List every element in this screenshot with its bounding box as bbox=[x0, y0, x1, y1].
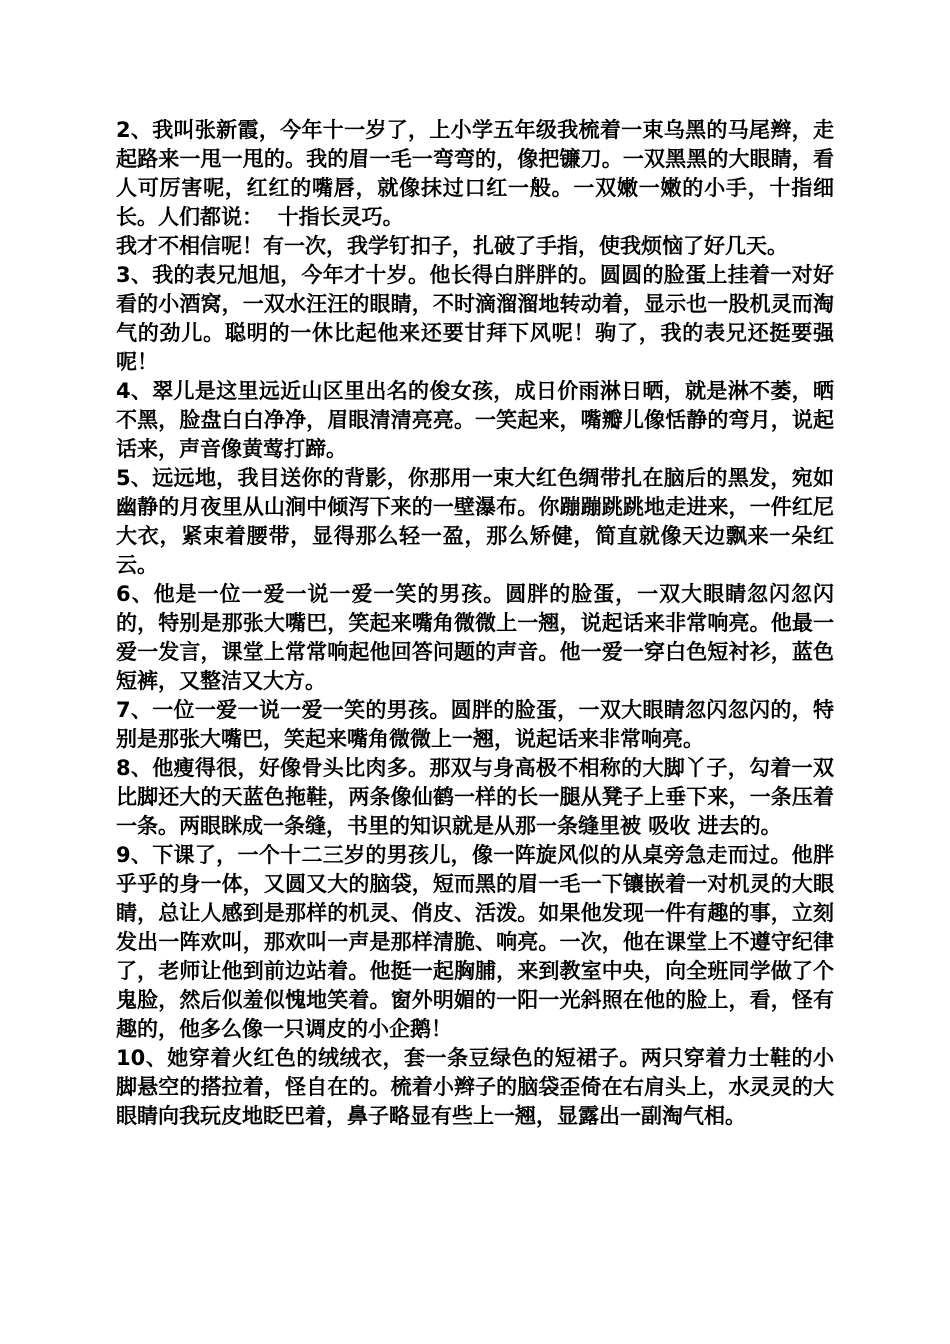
paragraph-10: 10、她穿着火红色的绒绒衣，套一条豆绿色的短裙子。两只穿着力士鞋的小脚悬空的搭拉着，怪自在的。梳着小辫子的脑袋歪倚在右肩头上，水灵灵的大眼睛向我玩皮地眨巴着，鼻子略显有些上一翘，显露出一副淘气相。 bbox=[116, 1046, 834, 1128]
paragraph-4: 4、翠儿是这里远近山区里出名的俊女孩，成日价雨淋日晒，就是淋不萎，晒不黑，脸盘白白净净，眉眼清清亮亮。一笑起来，嘴瓣儿像恬静的弯月，说起话来，声音像黄莺打蹄。 bbox=[116, 379, 834, 461]
paragraph-5: 5、远远地，我目送你的背影，你那用一束大红色绸带扎在脑后的黑发，宛如幽静的月夜里从山涧中倾泻下来的一壁瀑布。你蹦蹦跳跳地走进来，一件红尼大衣，紧束着腰带，显得那么轻一盈，那么矫健，简直就像天边飘来一朵红云。 bbox=[116, 466, 834, 577]
paragraph-9: 9、下课了，一个十二三岁的男孩儿，像一阵旋风似的从桌旁急走而过。他胖乎乎的身一体，又圆又大的脑袋，短而黑的眉一毛一下镶嵌着一对机灵的大眼睛，总让人感到是那样的机灵、俏皮、活泼。如果他发现一件有趣的事，立刻发出一阵欢叫，那欢叫一声是那样清脆、响亮。一次，他在课堂上不遵守纪律了，老师让他到前边站着。他挺一起胸脯，来到教室中央，向全班同学做了个鬼脸，然后似羞似愧地笑着。窗外明媚的一阳一光斜照在他的脸上，看，怪有趣的，他多么像一只调皮的小企鹅！ bbox=[116, 843, 834, 1041]
paragraph-7: 7、一位一爱一说一爱一笑的男孩。圆胖的脸蛋，一双大眼睛忽闪忽闪的，特别是那张大嘴巴，笑起来嘴角微微上一翘，说起话来非常响亮。 bbox=[116, 698, 834, 751]
paragraph-8: 8、他瘦得很，好像骨头比肉多。那双与身高极不相称的大脚丫子，勾着一双比脚还大的天蓝色拖鞋，两条像仙鹤一样的长一腿从凳子上垂下来，一条压着一条。两眼眯成一条缝，书里的知识就是从那一条缝里被 吸收 进去的。 bbox=[116, 756, 834, 838]
document-page bbox=[116, 116, 834, 1131]
paragraph-2-continued: 我才不相信呢！有一次，我学钉扣子，扎破了手指，使我烦恼了好几天。 bbox=[116, 234, 788, 258]
paragraph-6: 6、他是一位一爱一说一爱一笑的男孩。圆胖的脸蛋，一双大眼睛忽闪忽闪的，特别是那张大嘴巴，笑起来嘴角微微上一翘，说起话来非常响亮。他最一爱一发言，课堂上常常响起他回答问题的声音。他一爱一穿白色短衬衫，蓝色短裤，又整洁又大方。 bbox=[116, 582, 834, 693]
paragraph-2: 2、我叫张新霞，今年十一岁了，上小学五年级我梳着一束乌黑的马尾辫，走起路来一甩一甩的。我的眉一毛一弯弯的，像把镰刀。一双黑黑的大眼睛，看人可厉害呢，红红的嘴唇，就像抹过口红一般。一双嫩一嫩的小手，十指细长。人们都说： 十指长灵巧。 bbox=[116, 118, 834, 229]
paragraph-3: 3、我的表兄旭旭，今年才十岁。他长得白胖胖的。圆圆的脸蛋上挂着一对好看的小酒窝，一双水汪汪的眼睛，不时滴溜溜地转动着，显示也一股机灵而淘气的劲儿。聪明的一休比起他来还要甘拜下风呢！驹了，我的表兄还挺要强呢！ bbox=[116, 263, 834, 374]
